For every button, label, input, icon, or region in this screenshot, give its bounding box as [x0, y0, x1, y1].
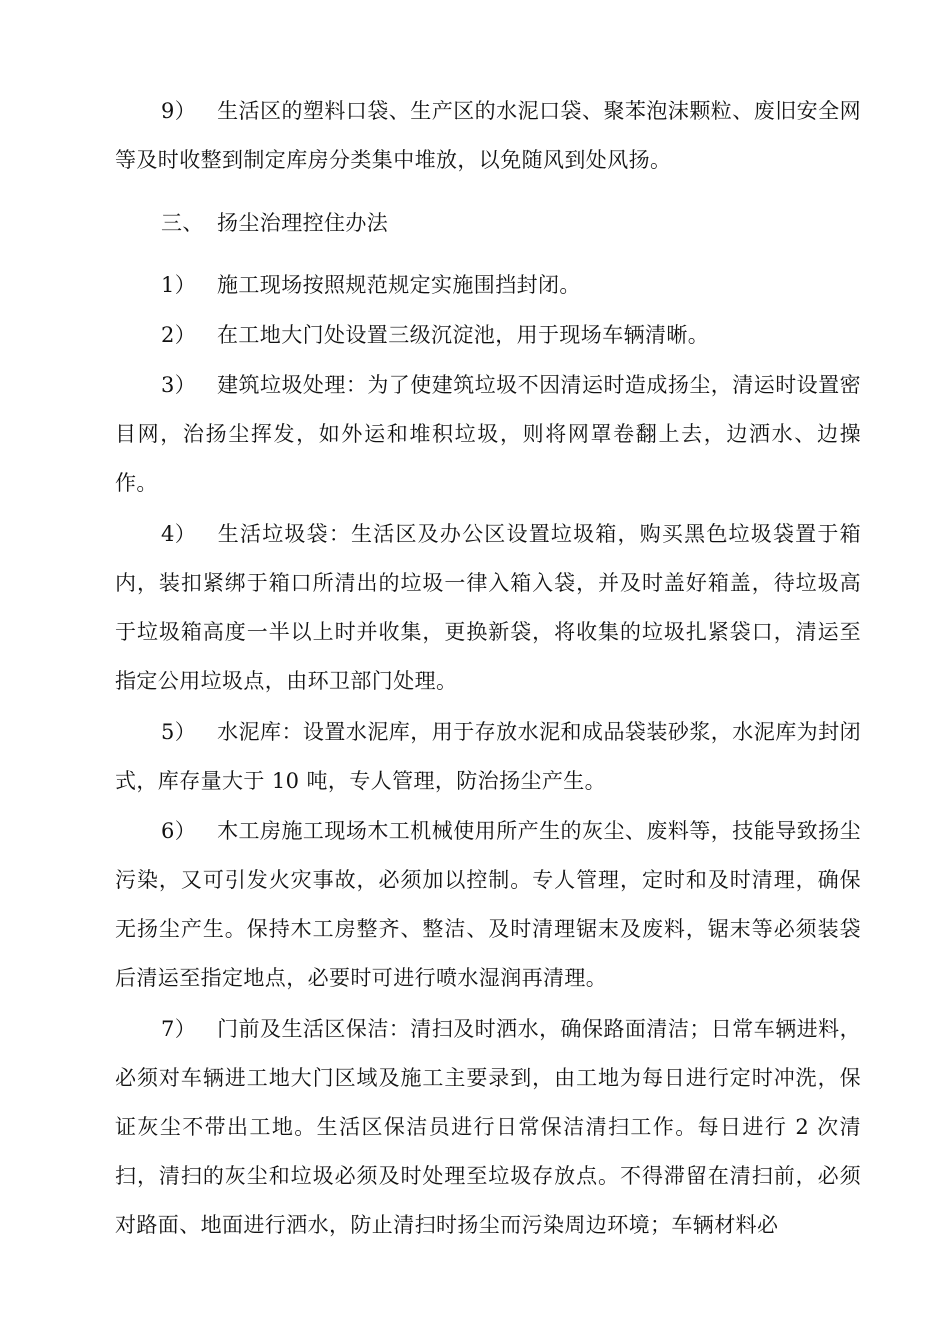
item-number: 1） — [161, 273, 197, 297]
paragraph-text: 门前及生活区保洁：清扫及时洒水，确保路面清洁；日常车辆进料，必须对车辆进工地大门区域及施工主要录到，由工地为每日进行定时冲洗，保证灰尘不带出工地。生活区保洁员进行日常保洁清扫工作。每日进行 2 次清扫，清扫的灰尘和垃圾必须及时处理至垃圾存放点。不得滞留在清扫前，必须对路面、地面进行洒水，防止清扫时扬尘而污染周边环境；车辆材料必 — [115, 1017, 861, 1237]
section-title: 扬尘治理控住办法 — [217, 211, 389, 235]
paragraph-item-7 — [115, 1005, 861, 1250]
paragraph-item-2 — [115, 311, 861, 360]
paragraph-item-5 — [115, 708, 861, 806]
section-number: 三、 — [161, 211, 204, 235]
item-number: 3） — [161, 373, 197, 397]
paragraph-item-6 — [115, 807, 861, 1003]
paragraph-item-1 — [115, 261, 861, 310]
item-number: 5） — [161, 720, 197, 744]
item-number: 2） — [161, 323, 197, 347]
paragraph-item-9 — [115, 87, 861, 185]
paragraph-text: 施工现场按照规范规定实施围挡封闭。 — [217, 273, 581, 297]
item-number: 4） — [161, 522, 197, 546]
item-number: 7） — [161, 1017, 197, 1041]
paragraph-text: 木工房施工现场木工机械使用所产生的灰尘、废料等，技能导致扬尘污染，又可引发火灾事故，必须加以控制。专人管理，定时和及时清理，确保无扬尘产生。保持木工房整齐、整洁、及时清理锯末及废料，锯末等必须装袋后清运至指定地点，必要时可进行喷水湿润再清理。 — [115, 819, 861, 990]
item-number: 9） — [161, 99, 197, 123]
item-number: 6） — [161, 819, 197, 843]
paragraph-item-3 — [115, 361, 861, 508]
paragraph-text: 生活垃圾袋：生活区及办公区设置垃圾箱，购买黑色垃圾袋置于箱内，装扣紧绑于箱口所清出的垃圾一律入箱入袋，并及时盖好箱盖，待垃圾高于垃圾箱高度一半以上时并收集，更换新袋，将收集的垃圾扎紧袋口，清运至指定公用垃圾点，由环卫部门处理。 — [115, 522, 861, 693]
paragraph-text: 水泥库：设置水泥库，用于存放水泥和成品袋装砂浆，水泥库为封闭式，库存量大于 10 吨，专人管理，防治扬尘产生。 — [115, 720, 861, 793]
section-heading — [115, 199, 861, 248]
paragraph-item-4 — [115, 510, 861, 706]
paragraph-text: 生活区的塑料口袋、生产区的水泥口袋、聚苯泡沫颗粒、废旧安全网等及时收整到制定库房分类集中堆放，以免随风到处风扬。 — [115, 99, 861, 172]
paragraph-text: 建筑垃圾处理：为了使建筑垃圾不因清运时造成扬尘，清运时设置密目网，治扬尘挥发，如外运和堆积垃圾，则将网罩卷翻上去，边洒水、边操作。 — [115, 373, 861, 495]
paragraph-text: 在工地大门处设置三级沉淀池，用于现场车辆清晰。 — [217, 323, 710, 347]
